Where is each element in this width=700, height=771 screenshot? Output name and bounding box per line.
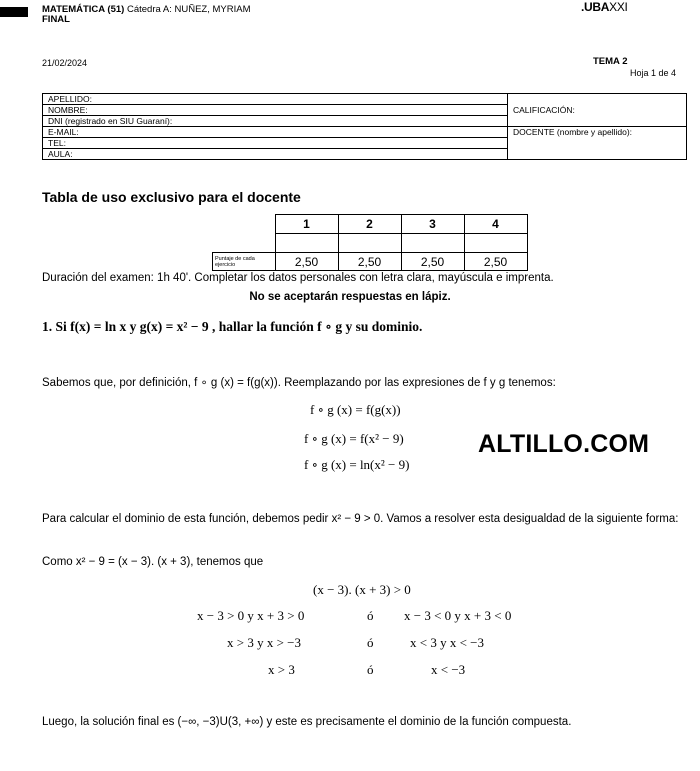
question-1: 1. Si f(x) = ln x y g(x) = x² − 9 , hallar la función f ∘ g y su dominio. <box>42 319 423 334</box>
exam-subject-line <box>42 4 251 15</box>
score-value-2: 2,50 <box>338 253 401 271</box>
equation-5-left: x − 3 > 0 y x + 3 > 0 <box>197 608 305 623</box>
score-table-title: Tabla de uso exclusivo para el docente <box>42 189 301 205</box>
equation-7-right: x < −3 <box>431 662 466 677</box>
score-header-2: 2 <box>338 215 401 234</box>
logo-sub: XXI <box>609 0 628 14</box>
logo-main: .UBA <box>581 0 610 14</box>
field-calificacion[interactable]: CALIFICACIÓN: <box>508 94 687 127</box>
equation-6-right: x < 3 y x < −3 <box>410 635 484 650</box>
equation-5-right: x − 3 < 0 y x + 3 < 0 <box>404 608 512 623</box>
score-value-3: 2,50 <box>401 253 464 271</box>
score-row-label: Puntaje de cada ejercicio <box>213 253 276 271</box>
score-blank-2[interactable] <box>338 234 401 253</box>
exam-type: FINAL <box>42 14 70 25</box>
score-corner <box>213 215 276 234</box>
subject-name: MATEMÁTICA (51) <box>42 4 125 15</box>
score-header-1: 1 <box>275 215 338 234</box>
solution-paragraph-2: Para calcular el dominio de esta función, debemos pedir x² − 9 > 0. Vamos a resolver esta desigualdad de la siguiente forma: <box>42 513 679 525</box>
solution-paragraph-4: Luego, la solución final es (−∞, −3)U(3, +∞) y este es precisamente el dominio de la función compuesta. <box>42 716 572 728</box>
watermark: ALTILLO.COM <box>478 430 650 458</box>
score-header-3: 3 <box>401 215 464 234</box>
equation-2: f ∘ g (x) = f(x² − 9) <box>304 431 404 446</box>
field-email[interactable]: E-MAIL: <box>43 127 508 138</box>
field-nombre[interactable]: NOMBRE: <box>43 105 508 116</box>
score-value-4: 2,50 <box>464 253 527 271</box>
equation-7-or: ó <box>367 662 374 677</box>
field-aula[interactable]: AULA: <box>43 149 508 160</box>
equation-7-left: x > 3 <box>268 662 295 677</box>
exam-date: 21/02/2024 <box>42 58 88 68</box>
equation-5-or: ó <box>367 608 374 623</box>
black-marker-bar <box>0 7 28 17</box>
field-tel[interactable]: TEL: <box>43 138 508 149</box>
duration-instructions: Duración del examen: 1h 40'. Completar los datos personales con letra clara, mayúscula e imprenta. <box>42 272 554 284</box>
equation-3: f ∘ g (x) = ln(x² − 9) <box>304 457 410 472</box>
score-blank-4[interactable] <box>464 234 527 253</box>
page-count: Hoja 1 de 4 <box>630 68 677 78</box>
score-blank-corner <box>213 234 276 253</box>
score-table <box>212 214 528 271</box>
field-docente[interactable]: DOCENTE (nombre y apellido): <box>508 127 687 160</box>
score-value-1: 2,50 <box>275 253 338 271</box>
chair-name: Cátedra A: NUÑEZ, MYRIAM <box>126 4 251 15</box>
tema-label: TEMA 2 <box>593 56 628 67</box>
field-apellido[interactable]: APELLIDO: <box>43 94 508 105</box>
equation-4: (x − 3). (x + 3) > 0 <box>313 582 411 597</box>
score-header-4: 4 <box>464 215 527 234</box>
equation-6-left: x > 3 y x > −3 <box>227 635 301 650</box>
no-pencil-notice: No se aceptarán respuestas en lápiz. <box>249 291 451 303</box>
equation-6-or: ó <box>367 635 374 650</box>
solution-paragraph-3: Como x² − 9 = (x − 3). (x + 3), tenemos que <box>42 556 264 568</box>
score-blank-3[interactable] <box>401 234 464 253</box>
equation-1: f ∘ g (x) = f(g(x)) <box>310 402 401 417</box>
field-dni[interactable]: DNI (registrado en SIU Guaraní): <box>43 116 508 127</box>
personal-data-table <box>42 93 687 160</box>
uba-xxi-logo <box>581 0 628 14</box>
score-blank-1[interactable] <box>275 234 338 253</box>
solution-paragraph-1: Sabemos que, por definición, f ∘ g (x) = f(g(x)). Reemplazando por las expresiones de f y g tenemos: <box>42 377 556 389</box>
